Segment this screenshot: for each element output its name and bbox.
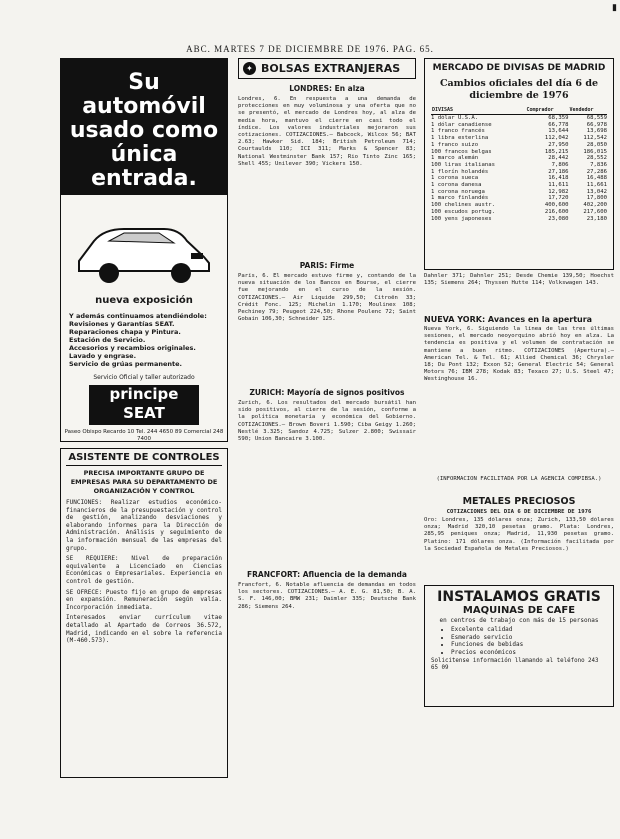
- service-line: Servicio de grúas permanente.: [69, 360, 182, 368]
- job-ad-requirements: SE REQUIERE: Nivel de preparación equivalente a Licenciado en Ciencias Económicas o Empresariales. Experiencia en control de gestión.: [66, 555, 222, 585]
- divisa-sell: 27,286: [586, 168, 607, 175]
- coffee-ad-bullets: [451, 626, 607, 656]
- divisa-row: [431, 128, 607, 135]
- divisa-buy: 11,611: [548, 182, 569, 189]
- divisa-sell: 186,015: [583, 148, 607, 155]
- coffee-ad-footer: Solicitense información llamando al teléfono 243 65 09: [431, 658, 599, 671]
- divisas-subtitle: Cambios oficiales del día 6 de diciembre de 1976: [439, 78, 599, 101]
- service-line: Revisiones y Garantías SEAT.: [69, 320, 175, 328]
- divisa-buy: 216,600: [544, 208, 569, 215]
- dealer-address: Paseo Obispo Recardo 10 Tel. 244 4650 89 Comercial 248 7400: [64, 429, 224, 442]
- divisa-buy: 28,442: [548, 155, 569, 162]
- divisa-buy: 7,806: [551, 161, 569, 168]
- divisa-name: 1 franco francés: [431, 128, 485, 135]
- bullet-item: • Precios económicos: [451, 649, 607, 657]
- col-comprador: Comprador: [526, 106, 569, 115]
- bullet-item: • Excelente calidad: [451, 626, 607, 634]
- ny-heading: NUEVA YORK: Avances en la apertura: [424, 315, 593, 324]
- car-illustration: [69, 201, 219, 291]
- bullet-item: • Esmerado servicio: [451, 634, 607, 642]
- divisa-sell: 13,042: [586, 188, 607, 195]
- divisa-sell: 7,836: [590, 161, 607, 168]
- divisa-name: 1 dólar canadiense: [431, 121, 492, 128]
- metales-subheading: COTIZACIONES DEL DÍA 6 DE DICIEMBRE DE 1976: [446, 509, 592, 515]
- zurich-heading: ZURICH: Mayoría de signos positivos: [249, 388, 405, 397]
- divisa-name: 1 marco alemán: [431, 155, 479, 162]
- divisa-buy: 13,644: [548, 128, 569, 135]
- agency-credit: (INFORMACIÓN FACILITADA POR LA AGENCIA COMPIBSA.): [436, 476, 602, 482]
- service-line: Lavado y engrase.: [69, 352, 137, 360]
- divisa-buy: 23,080: [548, 215, 569, 222]
- divisas-box: [424, 58, 614, 270]
- divisa-sell: 402,200: [583, 202, 607, 209]
- service-line: Estación de Servicio.: [69, 336, 146, 344]
- car-dealer-ad: [60, 58, 228, 442]
- service-line: Accesorios y recambios originales.: [69, 344, 196, 352]
- divisa-name: 100 yens japoneses: [431, 215, 492, 222]
- coffee-machine-ad: [424, 585, 614, 707]
- bolsas-banner: [238, 58, 416, 79]
- bullet-item: • Funciones de bebidas: [451, 641, 607, 649]
- job-ad-offer: SE OFRECE: Puesto fijo en grupo de empresas en expansión. Remuneración según valía. Incorporación inmediata.: [66, 588, 222, 611]
- divisa-sell: 17,800: [586, 195, 607, 202]
- dealer-line: Servicio Oficial y taller autorizado: [93, 374, 195, 381]
- divisa-name: 100 liras italianas: [431, 161, 495, 168]
- divisa-buy: 185,215: [544, 148, 569, 155]
- divisa-sell: 68,559: [586, 115, 607, 121]
- divisa-row: [431, 169, 607, 176]
- divisa-sell: 28,050: [586, 141, 607, 148]
- left-column: [60, 58, 228, 778]
- divisa-row: [431, 202, 607, 209]
- divisa-buy: 12,982: [548, 188, 569, 195]
- divisa-row: [431, 135, 607, 142]
- divisa-row: [431, 155, 607, 162]
- divisa-sell: 13,698: [586, 128, 607, 135]
- car-ad-headline: Su automóvil usado como única entrada.: [61, 59, 227, 195]
- londres-text: Londres, 6. En respuesta a una demanda de protecciones en muy voluminosa y una oferta que no se presentó, el mercado de Londres hoy, al alza de media hora, mantuvo el cierre en casi todo el índice. Los valores industriales mejoraron sus cotizaciones. COTIZACIONES.— Babcock, Wilcox 56; BAT 2.63; Hawker Sid. 184; British Petroleum 714; Courtaulds 110; ICI 311; Marks & Spencer 83; National Westminster Bank 157; Rio Tinto Zinc 165; Shell 455; Unilever 390; Vickers 150.: [238, 96, 416, 167]
- car-ad-tagline: nueva exposición: [95, 295, 193, 306]
- divisa-sell: 217,600: [583, 208, 607, 215]
- divisa-name: 100 francos belgas: [431, 148, 492, 155]
- frankfort-text: Francfort, 6. Notable afluencia de demandas en todos los sectores. COTIZACIONES.— A. E. G. 81,50; B. A. S. F. 146,00; BMW 231; Daimler 335; Deutsche Bank 286; Siemens 264.: [238, 582, 416, 610]
- divisa-buy: 27,950: [548, 141, 569, 148]
- job-ad: [60, 448, 228, 778]
- right-column: [424, 58, 614, 707]
- divisa-row: [431, 162, 607, 169]
- col-divisa: DIVISAS: [431, 106, 526, 115]
- divisas-title: MERCADO DE DIVISAS DE MADRID: [432, 63, 606, 73]
- job-ad-contact: Interesados enviar currículum vitae detallado al Apartado de Correos 36.572, Madrid, indicando en el sobre la referencia (M-460.573).: [66, 614, 222, 645]
- divisa-sell: 11,661: [586, 182, 607, 189]
- col-vendedor: Vendedor: [568, 106, 607, 115]
- divisa-sell: 112,542: [583, 135, 607, 142]
- car-ad-services: [61, 306, 227, 374]
- divisa-name: 1 franco suizo: [431, 141, 479, 148]
- londres-heading: LONDRES: En alza: [289, 84, 365, 93]
- zurich-text: Zurich, 6. Los resultados del mercado bursátil han sido positivos, al cierre de la sesión, conforme a la política monetaria y económica del Gobierno. COTIZACIONES.— Brown Boveri 1.590; Ciba Geigy 1.260; Nestlé 3.325; Sandoz 4.725; Sulzer 2.800; Swissair 590; Union Bancaire 3.100.: [238, 400, 416, 443]
- divisa-buy: 16,418: [548, 175, 569, 182]
- divisa-name: 1 corona danesa: [431, 182, 482, 189]
- divisa-row: [431, 182, 607, 189]
- metales-text: Oro: Londres, 135 dólares onza; Zurich, 133,50 dólares onza; Madrid 320,10 pesetas gramo. Plata: Londres, 285,95 peniques onza; Madrid, 11,930 pesetas gramo. Platino: 171 dólares onza. (Información facilitada por la Sociedad Española de Metales Preciosos.): [424, 517, 614, 552]
- divisa-sell: 28,552: [586, 155, 607, 162]
- divisa-sell: 16,488: [586, 175, 607, 182]
- divisa-buy: 66,778: [548, 121, 569, 128]
- coffee-ad-title: INSTALAMOS GRATIS: [437, 589, 601, 605]
- divisa-buy: 27,186: [548, 168, 569, 175]
- divisa-name: 1 dólar U.S.A.: [431, 115, 479, 121]
- pre-text: Dahnler 371; Dahnler 251; Desde Chemie 139,50; Hoechst 135; Siemens 264; Thyssen Hutte 114; Volkswagen 143.: [424, 273, 614, 287]
- divisa-name: 1 libra esterlina: [431, 135, 489, 142]
- middle-column: [238, 58, 416, 672]
- divisa-name: 1 florín holandés: [431, 168, 489, 175]
- coffee-ad-sub: MAQUINAS DE CAFE: [462, 605, 576, 616]
- metales-heading: METALES PRECIOSOS: [462, 496, 576, 507]
- divisa-row: [431, 209, 607, 216]
- page-header: ABC. MARTES 7 DE DICIEMBRE DE 1976. PAG. 65.: [186, 44, 434, 54]
- divisa-row: [431, 115, 607, 122]
- divisa-name: 1 marco finlandés: [431, 195, 489, 202]
- divisa-name: 1 corona sueca: [431, 175, 479, 182]
- job-ad-functions: FUNCIONES: Realizar estudios económico-financieros de la presupuestación y control de gestión, analizando desviaciones y elaborando informes para la Dirección de Administración. Análisis y seguimiento de la información mensual de las empresas del grupo.: [66, 499, 222, 552]
- divisa-name: 100 chelines austr.: [431, 202, 495, 209]
- coffee-ad-line: en centros de trabajo con más de 15 personas: [439, 617, 599, 624]
- divisa-sell: 23,180: [586, 215, 607, 222]
- job-ad-subtitle: PRECISA IMPORTANTE GRUPO DE EMPRESAS PARA SU DEPARTAMENTO DE ORGANIZACIÓN Y CONTROL: [70, 469, 218, 495]
- divisa-buy: 112,042: [544, 135, 569, 142]
- divisa-name: 100 escudos portug.: [431, 208, 495, 215]
- divisa-name: 1 corona noruega: [431, 188, 485, 195]
- bolsas-banner-title: BOLSAS EXTRANJERAS: [261, 62, 401, 75]
- divisa-buy: 400,600: [544, 202, 569, 209]
- divisa-row: [431, 195, 607, 202]
- service-line: Reparaciones chapa y Pintura.: [69, 328, 181, 336]
- globe-icon: ✦: [243, 62, 256, 75]
- divisas-table: [431, 106, 607, 222]
- paris-text: París, 6. El mercado estuvo firme y, contando de la nueva situación de los Bancos en Bourse, el cierre fue mejorando en el curso de la sesión. COTIZACIONES.— Air Liquide 299,50; Citroën 33; Crédit Fonc. 125; Michelin 1.170; Moulinex 108; Pechiney 79; Peugeot 224,50; Rhone Poulenc 72; Saint Gobain 106,30; Schneider 125.: [238, 273, 416, 323]
- ny-text: Nueva York, 6. Siguiendo la línea de las tres últimas sesiones, el mercado neoyorquino abrió hoy en alza. La tendencia es positiva y el volumen de contratación se mantiene a buen ritmo. COTIZACIONES (Apertura).— American Tel. & Tel. 61; Allied Chemical 36; Chrysler 18; Du Pont 132; Exxon 52; General Electric 54; General Motors 76; IBM 278; Kodak 83; Texaco 27; U.S. Steel 47; Westinghouse 16.: [424, 326, 614, 383]
- paris-heading: PARIS: Firme: [299, 261, 355, 270]
- dealer-logo: principe SEAT: [89, 385, 199, 425]
- car-icon: [69, 201, 219, 291]
- divisa-sell: 66,978: [586, 121, 607, 128]
- divisa-row: [431, 216, 607, 223]
- divisa-row: [431, 175, 607, 182]
- divisa-buy: 68,359: [548, 115, 569, 121]
- page-corner-mark: ▮: [612, 2, 617, 12]
- job-ad-title: ASISTENTE DE CONTROLES: [66, 452, 222, 466]
- frankfort-heading: FRANCFORT: Afluencia de la demanda: [247, 570, 407, 579]
- divisa-buy: 17,720: [548, 195, 569, 202]
- service-line: Y además continuamos atendiéndole:: [69, 312, 207, 320]
- divisa-row: [431, 142, 607, 149]
